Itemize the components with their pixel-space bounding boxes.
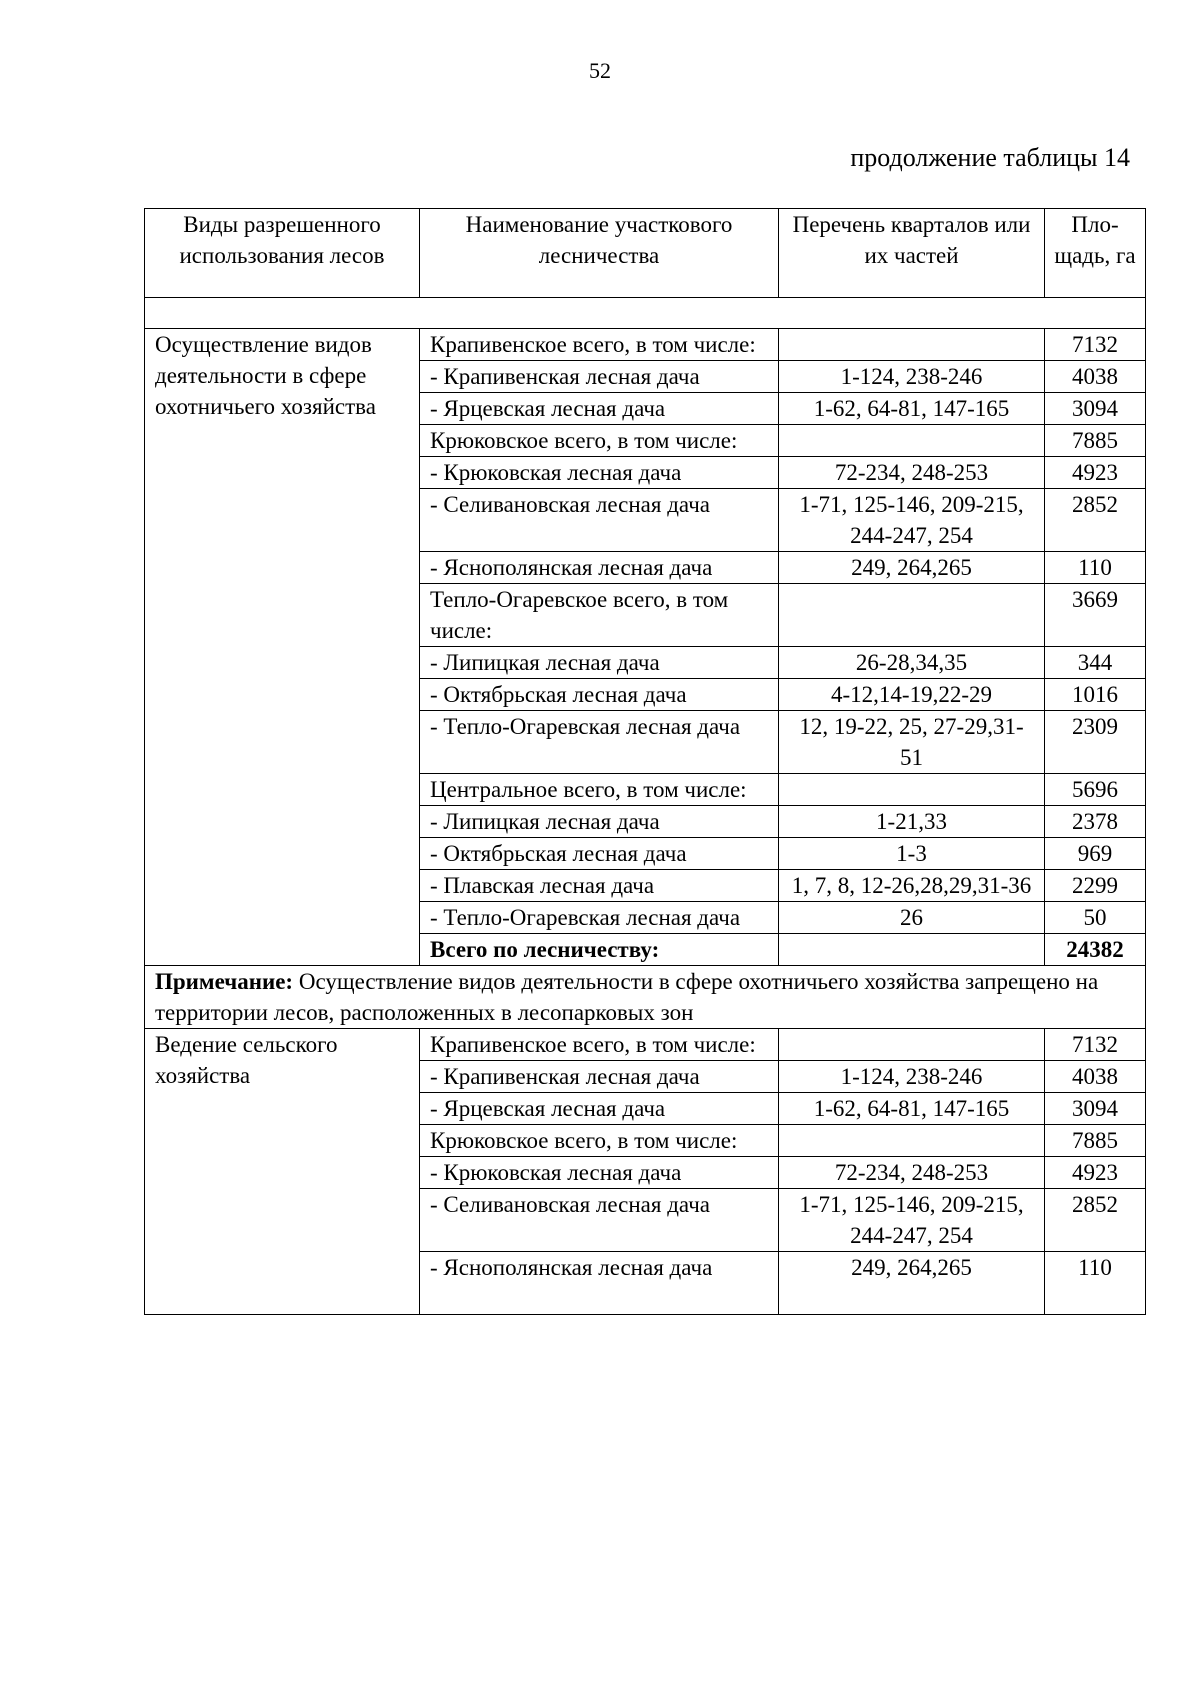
forest-dacha-name: - Крапивенская лесная дача xyxy=(420,361,779,393)
header-forestry-name: Наименование участкового лесничества xyxy=(420,209,779,298)
area-cell: 344 xyxy=(1045,647,1146,679)
forest-dacha-name: - Липицкая лесная дача xyxy=(420,647,779,679)
area-cell: 2852 xyxy=(1045,489,1146,552)
total-label: Всего по лесничеству: xyxy=(420,934,779,966)
quarters-cell: 1-62, 64-81, 147-165 xyxy=(779,393,1045,425)
forestry-group-name: Центральное всего, в том числе: xyxy=(420,774,779,806)
quarters-cell: 1-124, 238-246 xyxy=(779,361,1045,393)
forest-dacha-name: - Яснополянская лесная дача xyxy=(420,552,779,584)
quarters-cell xyxy=(779,774,1045,806)
forest-dacha-name: - Селивановская лесная дача xyxy=(420,489,779,552)
section-agriculture xyxy=(145,1029,1146,1315)
area-cell: 2309 xyxy=(1045,711,1146,774)
quarters-cell: 12, 19-22, 25, 27-29,31-51 xyxy=(779,711,1045,774)
area-cell: 969 xyxy=(1045,838,1146,870)
area-cell: 3094 xyxy=(1045,1093,1146,1125)
total-area: 24382 xyxy=(1045,934,1146,966)
quarters-cell: 1-124, 238-246 xyxy=(779,1061,1045,1093)
quarters-cell xyxy=(779,1029,1045,1061)
quarters-cell: 1-71, 125-146, 209-215, 244-247, 254 xyxy=(779,489,1045,552)
header-use-type: Виды разрешенного использования лесов xyxy=(145,209,420,298)
forest-dacha-name: - Ярцевская лесная дача xyxy=(420,1093,779,1125)
quarters-cell: 26 xyxy=(779,902,1045,934)
quarters-cell: 249, 264,265 xyxy=(779,552,1045,584)
forestry-group-name: Крапивенское всего, в том числе: xyxy=(420,329,779,361)
area-cell: 4038 xyxy=(1045,361,1146,393)
area-cell: 3094 xyxy=(1045,393,1146,425)
forest-dacha-name: - Крапивенская лесная дача xyxy=(420,1061,779,1093)
note-text: Осуществление видов деятельности в сфере охотничьего хозяйства запрещено на территории лесов, расположенных в лесопарковых зон xyxy=(155,969,1099,1025)
quarters-cell: 1-21,33 xyxy=(779,806,1045,838)
quarters-cell: 4-12,14-19,22-29 xyxy=(779,679,1045,711)
area-cell: 2852 xyxy=(1045,1189,1146,1252)
forest-dacha-name: - Крюковская лесная дача xyxy=(420,1157,779,1189)
area-cell: 3669 xyxy=(1045,584,1146,647)
area-cell: 7132 xyxy=(1045,1029,1146,1061)
header-quarters: Перечень кварталов или их частей xyxy=(779,209,1045,298)
empty-row xyxy=(145,298,1146,329)
forest-dacha-name: - Селивановская лесная дача xyxy=(420,1189,779,1252)
forest-dacha-name: - Липицкая лесная дача xyxy=(420,806,779,838)
table-continuation-label: продолжение таблицы 14 xyxy=(850,143,1130,172)
forestry-group-name: Крюковское всего, в том числе: xyxy=(420,1125,779,1157)
quarters-cell xyxy=(779,425,1045,457)
area-cell: 110 xyxy=(1045,552,1146,584)
forest-dacha-name: - Октябрьская лесная дача xyxy=(420,838,779,870)
area-cell: 4923 xyxy=(1045,1157,1146,1189)
table-row xyxy=(145,1029,1146,1061)
forest-dacha-name: - Тепло-Огаревская лесная дача xyxy=(420,711,779,774)
quarters-cell: 72-234, 248-253 xyxy=(779,1157,1045,1189)
area-cell: 50 xyxy=(1045,902,1146,934)
forest-dacha-name: - Крюковская лесная дача xyxy=(420,457,779,489)
forestry-group-name: Крюковское всего, в том числе: xyxy=(420,425,779,457)
area-cell: 1016 xyxy=(1045,679,1146,711)
quarters-cell xyxy=(779,1125,1045,1157)
quarters-cell: 72-234, 248-253 xyxy=(779,457,1045,489)
section-hunting xyxy=(145,329,1146,966)
quarters-cell: 1-62, 64-81, 147-165 xyxy=(779,1093,1045,1125)
forestry-group-name: Крапивенское всего, в том числе: xyxy=(420,1029,779,1061)
area-cell: 7885 xyxy=(1045,425,1146,457)
use-type-cell: Осуществление видов деятельности в сфере охотничьего хозяйства xyxy=(145,329,420,966)
header-area: Пло-щадь, га xyxy=(1045,209,1146,298)
note-cell xyxy=(145,966,1146,1029)
quarters-cell: 1, 7, 8, 12-26,28,29,31-36 xyxy=(779,870,1045,902)
forest-dacha-name: - Яснополянская лесная дача xyxy=(420,1252,779,1315)
area-cell: 5696 xyxy=(1045,774,1146,806)
quarters-cell: 26-28,34,35 xyxy=(779,647,1045,679)
area-cell: 2378 xyxy=(1045,806,1146,838)
forest-dacha-name: - Плавская лесная дача xyxy=(420,870,779,902)
quarters-cell: 1-71, 125-146, 209-215, 244-247, 254 xyxy=(779,1189,1045,1252)
area-cell: 7885 xyxy=(1045,1125,1146,1157)
note-row xyxy=(145,966,1146,1029)
forest-dacha-name: - Тепло-Огаревская лесная дача xyxy=(420,902,779,934)
area-cell: 4038 xyxy=(1045,1061,1146,1093)
forestry-group-name: Тепло-Огаревское всего, в том числе: xyxy=(420,584,779,647)
area-cell: 110 xyxy=(1045,1252,1146,1315)
total-quarters-empty xyxy=(779,934,1045,966)
forest-dacha-name: - Октябрьская лесная дача xyxy=(420,679,779,711)
quarters-cell xyxy=(779,584,1045,647)
table-row xyxy=(145,329,1146,361)
quarters-cell: 1-3 xyxy=(779,838,1045,870)
area-cell: 7132 xyxy=(1045,329,1146,361)
note-label: Примечание: xyxy=(155,969,294,994)
forest-use-table xyxy=(144,208,1146,1315)
quarters-cell: 249, 264,265 xyxy=(779,1252,1045,1315)
header-row xyxy=(145,209,1146,298)
use-type-cell: Ведение сельского хозяйства xyxy=(145,1029,420,1315)
area-cell: 4923 xyxy=(1045,457,1146,489)
forest-dacha-name: - Ярцевская лесная дача xyxy=(420,393,779,425)
area-cell: 2299 xyxy=(1045,870,1146,902)
quarters-cell xyxy=(779,329,1045,361)
page-number: 52 xyxy=(589,58,611,83)
